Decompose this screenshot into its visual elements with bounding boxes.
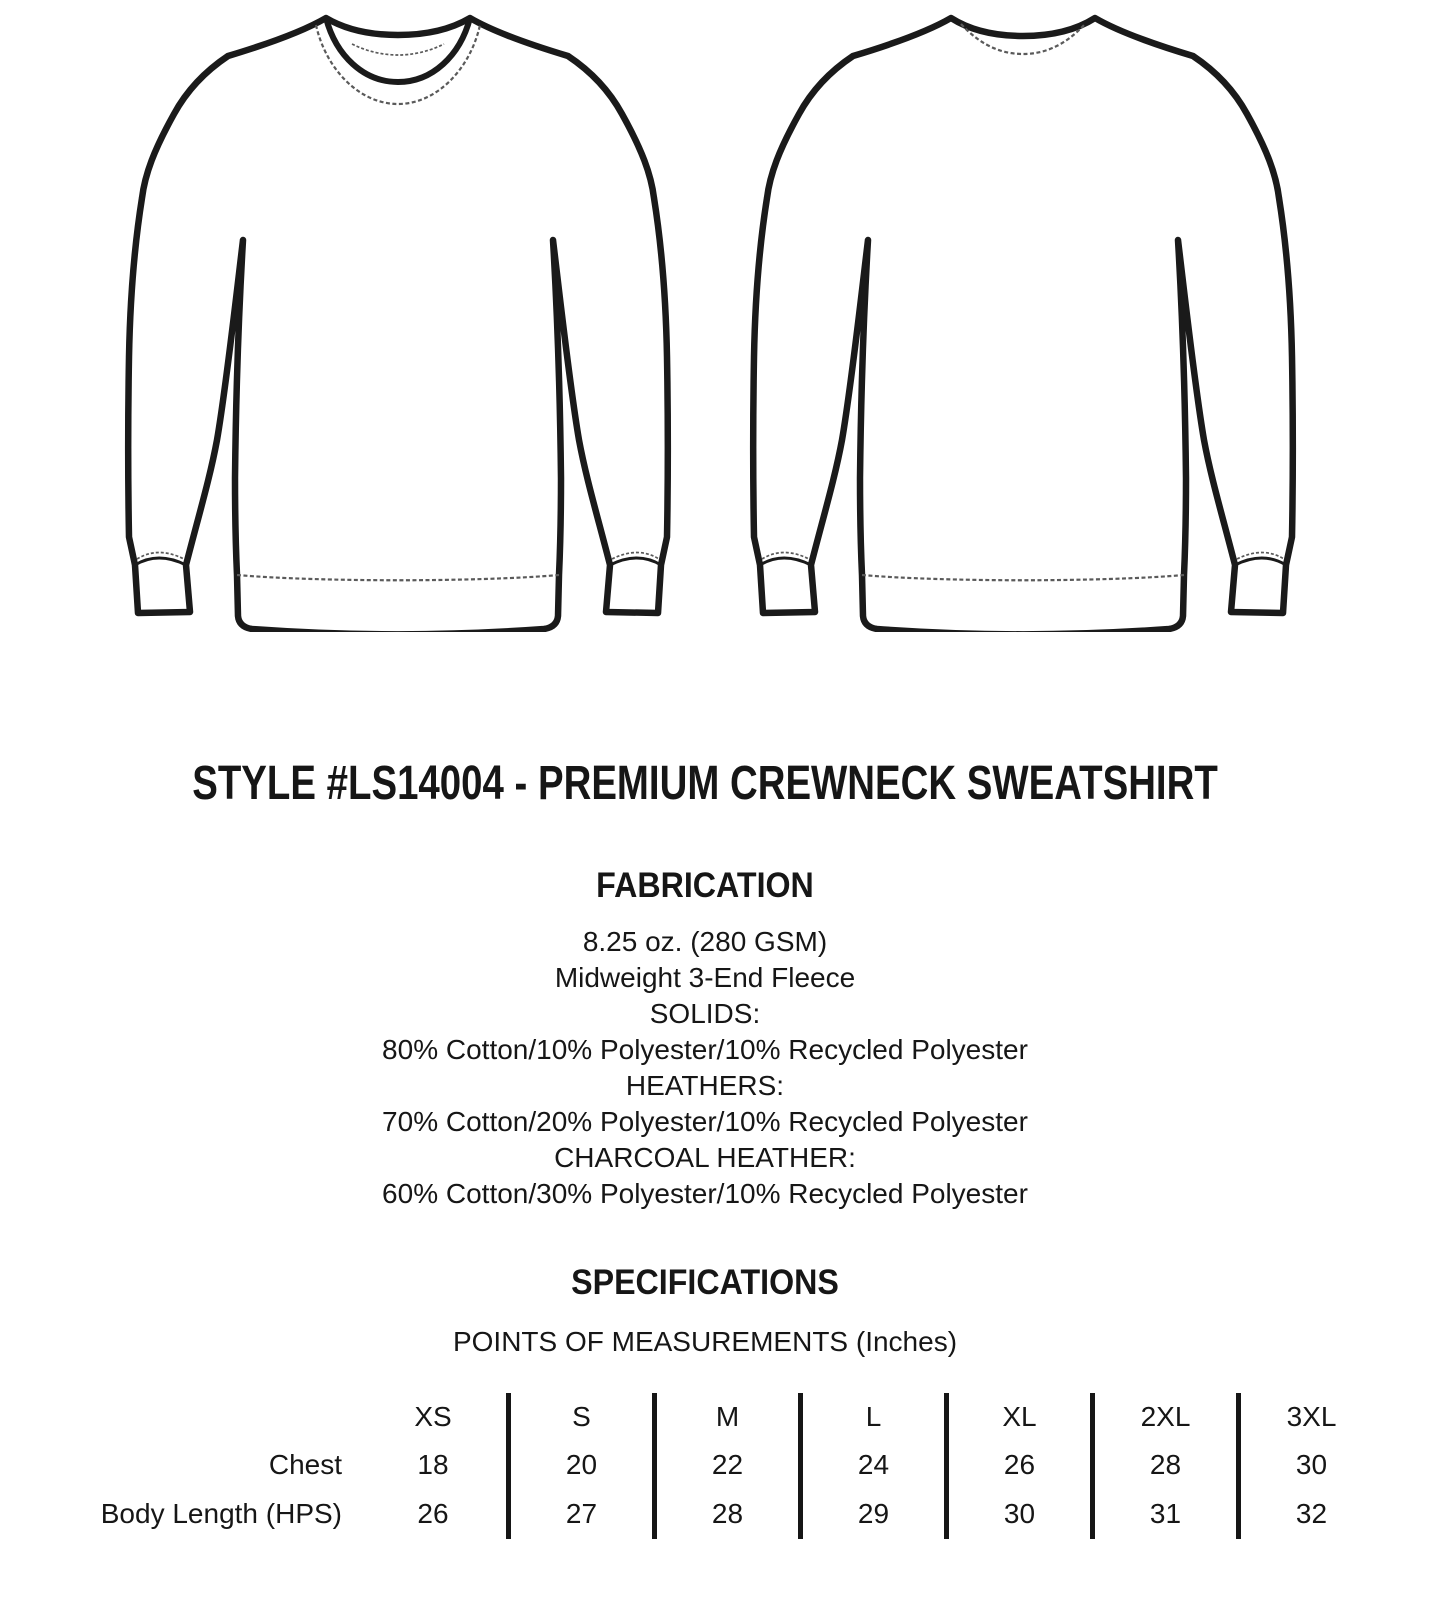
- fabrication-line: 80% Cotton/10% Polyester/10% Recycled Polyester: [382, 1034, 1028, 1065]
- chest-value: 30: [1236, 1441, 1382, 1489]
- row-label-chest: Chest: [268, 1449, 342, 1480]
- size-header-2xl: 2XL: [1090, 1393, 1236, 1441]
- fabrication-line: HEATHERS:: [625, 1070, 785, 1101]
- fabrication-line: Midweight 3-End Fleece: [554, 962, 856, 993]
- body-length-value: 27: [506, 1489, 652, 1539]
- fabrication-line: 70% Cotton/20% Polyester/10% Recycled Polyester: [382, 1106, 1028, 1137]
- fabrication-line: 8.25 oz. (280 GSM): [582, 926, 828, 957]
- size-header-xs: XS: [414, 1401, 452, 1432]
- chest-value: 24: [798, 1441, 944, 1489]
- front-garment-outline: [128, 18, 668, 632]
- measurements-table: [100, 1393, 1382, 1539]
- body-length-value: 28: [652, 1489, 798, 1539]
- body-length-value: 29: [798, 1489, 944, 1539]
- fabrication-line: 60% Cotton/30% Polyester/10% Recycled Polyester: [382, 1178, 1028, 1209]
- chest-value: 22: [652, 1441, 798, 1489]
- sweatshirt-back-drawing: [743, 8, 1303, 632]
- points-of-measurements-subheading: POINTS OF MEASUREMENTS (Inches): [452, 1326, 958, 1357]
- specifications-heading: SPECIFICATIONS: [571, 1263, 839, 1302]
- body-length-value: 26: [417, 1498, 449, 1529]
- body-length-value: 30: [944, 1489, 1090, 1539]
- size-header-xl: XL: [944, 1393, 1090, 1441]
- chest-value: 26: [944, 1441, 1090, 1489]
- size-header-m: M: [652, 1393, 798, 1441]
- page-title: STYLE #LS14004 - PREMIUM CREWNECK SWEATSHIRT: [192, 757, 1218, 810]
- fabrication-line: SOLIDS:: [649, 998, 761, 1029]
- back-garment-outline: [753, 18, 1293, 632]
- chest-value: 20: [506, 1441, 652, 1489]
- chest-value: 28: [1090, 1441, 1236, 1489]
- size-header-3xl: 3XL: [1236, 1393, 1382, 1441]
- table-corner-cell: [100, 1393, 360, 1441]
- size-header-l: L: [798, 1393, 944, 1441]
- body-length-value: 31: [1090, 1489, 1236, 1539]
- size-header-s: S: [506, 1393, 652, 1441]
- row-label-body-length: Body Length (HPS): [100, 1498, 342, 1529]
- fabrication-heading: FABRICATION: [596, 866, 814, 905]
- chest-value: 18: [417, 1449, 449, 1480]
- sweatshirt-front-drawing: [118, 8, 678, 632]
- fabrication-line: CHARCOAL HEATHER:: [554, 1142, 856, 1173]
- fabrication-details: [0, 924, 1410, 1212]
- body-length-value: 32: [1236, 1489, 1382, 1539]
